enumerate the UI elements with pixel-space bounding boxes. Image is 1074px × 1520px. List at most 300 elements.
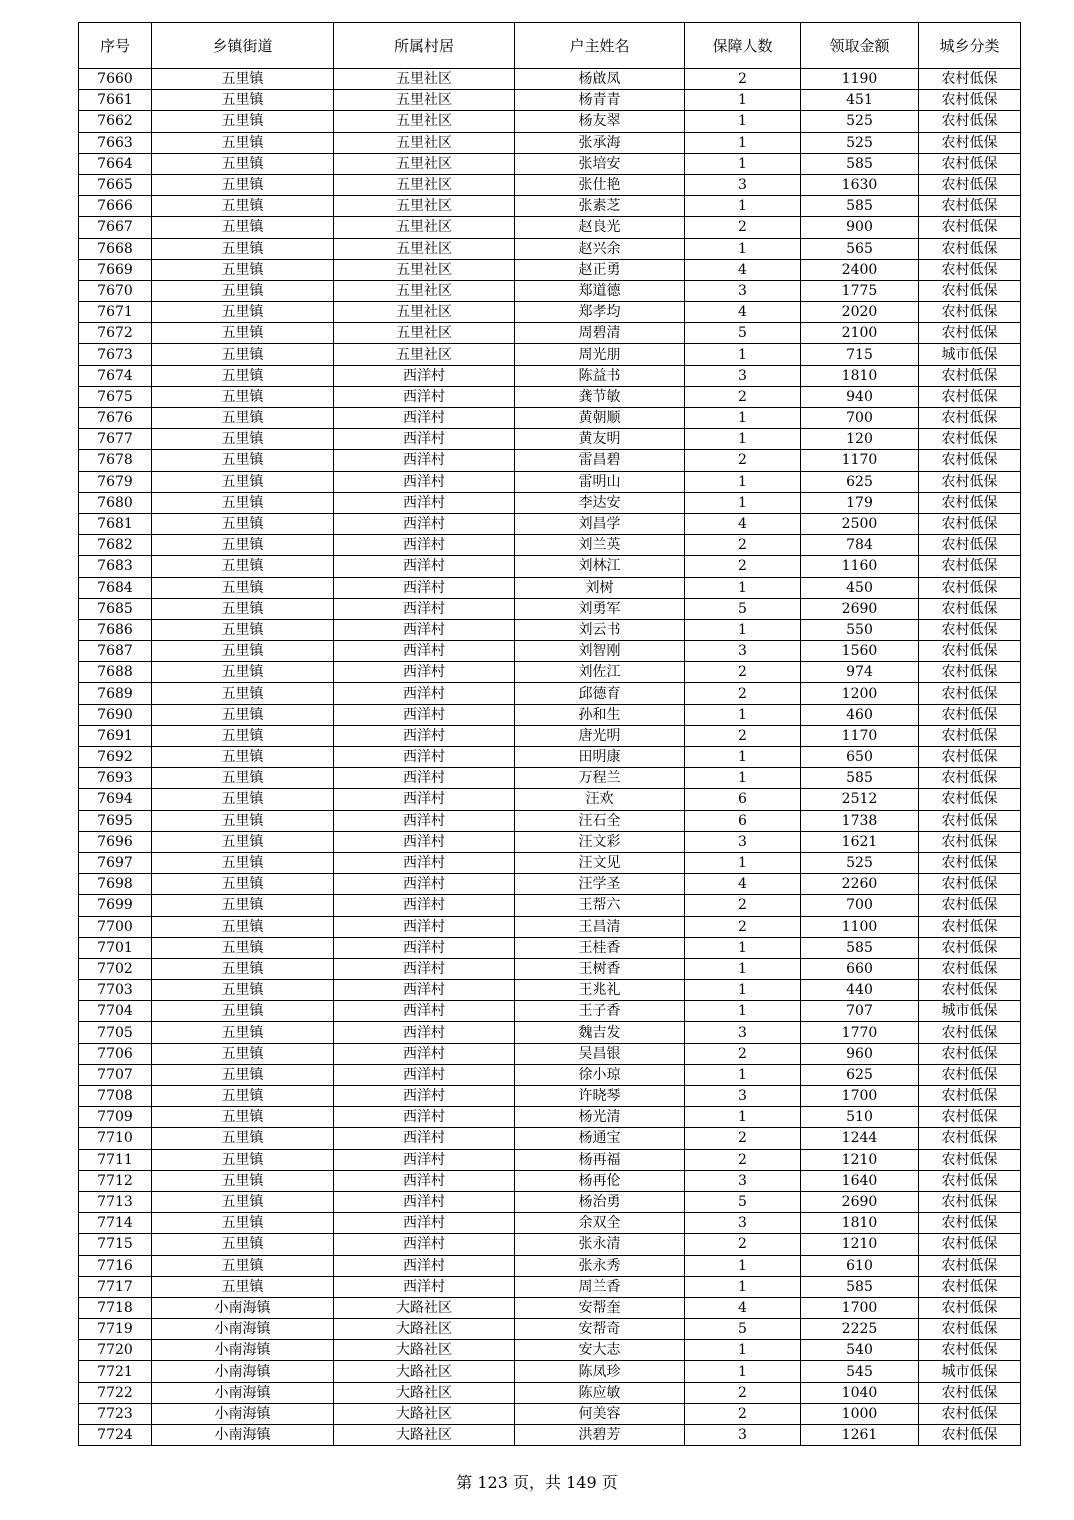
cell-serial: 7724 <box>79 1425 152 1446</box>
cell-category: 农村低保 <box>919 323 1021 344</box>
table-row <box>79 90 1021 111</box>
cell-householder: 杨友翠 <box>515 111 685 132</box>
header-amount: 领取金额 <box>801 23 919 69</box>
table-row <box>79 874 1021 895</box>
cell-serial: 7690 <box>79 704 152 725</box>
table-row <box>79 1382 1021 1403</box>
cell-householder: 刘智刚 <box>515 641 685 662</box>
cell-covered-persons: 2 <box>685 535 801 556</box>
cell-village: 西洋村 <box>334 831 515 852</box>
cell-township: 五里镇 <box>152 662 334 683</box>
cell-amount: 510 <box>801 1107 919 1128</box>
cell-township: 五里镇 <box>152 217 334 238</box>
cell-serial: 7684 <box>79 577 152 598</box>
cell-covered-persons: 2 <box>685 1149 801 1170</box>
cell-covered-persons: 2 <box>685 1382 801 1403</box>
table-row <box>79 302 1021 323</box>
cell-village: 西洋村 <box>334 1255 515 1276</box>
cell-covered-persons: 1 <box>685 111 801 132</box>
cell-village: 西洋村 <box>334 683 515 704</box>
cell-village: 西洋村 <box>334 1022 515 1043</box>
cell-amount: 545 <box>801 1361 919 1382</box>
cell-township: 五里镇 <box>152 556 334 577</box>
cell-householder: 安帮奇 <box>515 1319 685 1340</box>
cell-amount: 1200 <box>801 683 919 704</box>
cell-covered-persons: 1 <box>685 958 801 979</box>
cell-serial: 7704 <box>79 1001 152 1022</box>
cell-category: 城市低保 <box>919 1001 1021 1022</box>
cell-covered-persons: 1 <box>685 153 801 174</box>
cell-householder: 黄友明 <box>515 429 685 450</box>
header-householder: 户主姓名 <box>515 23 685 69</box>
cell-village: 五里社区 <box>334 111 515 132</box>
cell-amount: 660 <box>801 958 919 979</box>
table-row <box>79 408 1021 429</box>
cell-category: 农村低保 <box>919 874 1021 895</box>
cell-householder: 陈应敏 <box>515 1382 685 1403</box>
cell-covered-persons: 4 <box>685 1297 801 1318</box>
cell-serial: 7688 <box>79 662 152 683</box>
table-row <box>79 513 1021 534</box>
cell-serial: 7717 <box>79 1276 152 1297</box>
cell-township: 五里镇 <box>152 641 334 662</box>
cell-amount: 585 <box>801 937 919 958</box>
cell-covered-persons: 5 <box>685 1191 801 1212</box>
cell-serial: 7707 <box>79 1064 152 1085</box>
table-row <box>79 1086 1021 1107</box>
cell-village: 五里社区 <box>334 153 515 174</box>
cell-category: 农村低保 <box>919 429 1021 450</box>
cell-covered-persons: 1 <box>685 704 801 725</box>
cell-category: 农村低保 <box>919 217 1021 238</box>
cell-village: 西洋村 <box>334 492 515 513</box>
cell-covered-persons: 4 <box>685 302 801 323</box>
cell-serial: 7719 <box>79 1319 152 1340</box>
cell-serial: 7714 <box>79 1213 152 1234</box>
cell-householder: 王兆礼 <box>515 980 685 1001</box>
cell-village: 西洋村 <box>334 365 515 386</box>
cell-covered-persons: 1 <box>685 90 801 111</box>
cell-village: 西洋村 <box>334 747 515 768</box>
cell-category: 农村低保 <box>919 1170 1021 1191</box>
cell-householder: 邱德育 <box>515 683 685 704</box>
cell-category: 农村低保 <box>919 556 1021 577</box>
cell-householder: 张永清 <box>515 1234 685 1255</box>
cell-category: 农村低保 <box>919 1107 1021 1128</box>
cell-township: 五里镇 <box>152 302 334 323</box>
cell-covered-persons: 4 <box>685 874 801 895</box>
cell-householder: 杨再伦 <box>515 1170 685 1191</box>
cell-township: 小南海镇 <box>152 1403 334 1424</box>
cell-amount: 460 <box>801 704 919 725</box>
table-row <box>79 852 1021 873</box>
cell-township: 五里镇 <box>152 577 334 598</box>
cell-amount: 610 <box>801 1255 919 1276</box>
cell-category: 农村低保 <box>919 1191 1021 1212</box>
cell-serial: 7708 <box>79 1086 152 1107</box>
cell-householder: 汪欢 <box>515 789 685 810</box>
cell-village: 大路社区 <box>334 1382 515 1403</box>
cell-covered-persons: 6 <box>685 810 801 831</box>
cell-village: 西洋村 <box>334 641 515 662</box>
cell-township: 五里镇 <box>152 408 334 429</box>
cell-householder: 王树香 <box>515 958 685 979</box>
cell-category: 农村低保 <box>919 1276 1021 1297</box>
cell-township: 五里镇 <box>152 895 334 916</box>
cell-householder: 郑道德 <box>515 280 685 301</box>
table-row <box>79 1340 1021 1361</box>
cell-amount: 1210 <box>801 1234 919 1255</box>
cell-village: 西洋村 <box>334 895 515 916</box>
cell-householder: 田明康 <box>515 747 685 768</box>
cell-householder: 刘树 <box>515 577 685 598</box>
cell-township: 五里镇 <box>152 598 334 619</box>
cell-covered-persons: 3 <box>685 280 801 301</box>
cell-householder: 万程兰 <box>515 768 685 789</box>
cell-village: 西洋村 <box>334 408 515 429</box>
cell-township: 五里镇 <box>152 259 334 280</box>
cell-serial: 7703 <box>79 980 152 1001</box>
cell-covered-persons: 1 <box>685 577 801 598</box>
cell-category: 农村低保 <box>919 958 1021 979</box>
cell-category: 农村低保 <box>919 1319 1021 1340</box>
cell-amount: 707 <box>801 1001 919 1022</box>
cell-category: 农村低保 <box>919 1297 1021 1318</box>
cell-serial: 7706 <box>79 1043 152 1064</box>
cell-amount: 2500 <box>801 513 919 534</box>
table-row <box>79 1213 1021 1234</box>
cell-covered-persons: 3 <box>685 1022 801 1043</box>
header-township: 乡镇街道 <box>152 23 334 69</box>
cell-category: 农村低保 <box>919 408 1021 429</box>
cell-township: 五里镇 <box>152 386 334 407</box>
cell-category: 农村低保 <box>919 747 1021 768</box>
cell-category: 农村低保 <box>919 132 1021 153</box>
cell-village: 西洋村 <box>334 937 515 958</box>
cell-serial: 7686 <box>79 619 152 640</box>
cell-amount: 625 <box>801 1064 919 1085</box>
cell-amount: 2225 <box>801 1319 919 1340</box>
cell-covered-persons: 1 <box>685 1107 801 1128</box>
cell-category: 农村低保 <box>919 852 1021 873</box>
cell-householder: 张仕艳 <box>515 174 685 195</box>
cell-serial: 7711 <box>79 1149 152 1170</box>
table-row <box>79 344 1021 365</box>
cell-covered-persons: 2 <box>685 386 801 407</box>
cell-village: 西洋村 <box>334 810 515 831</box>
cell-covered-persons: 1 <box>685 1001 801 1022</box>
cell-serial: 7687 <box>79 641 152 662</box>
cell-township: 五里镇 <box>152 831 334 852</box>
cell-village: 西洋村 <box>334 789 515 810</box>
cell-village: 西洋村 <box>334 513 515 534</box>
cell-amount: 1630 <box>801 174 919 195</box>
cell-covered-persons: 2 <box>685 1403 801 1424</box>
cell-serial: 7681 <box>79 513 152 534</box>
cell-township: 小南海镇 <box>152 1382 334 1403</box>
cell-covered-persons: 4 <box>685 513 801 534</box>
cell-serial: 7676 <box>79 408 152 429</box>
cell-amount: 1210 <box>801 1149 919 1170</box>
cell-householder: 刘勇军 <box>515 598 685 619</box>
cell-serial: 7715 <box>79 1234 152 1255</box>
cell-serial: 7679 <box>79 471 152 492</box>
cell-serial: 7672 <box>79 323 152 344</box>
cell-amount: 1244 <box>801 1128 919 1149</box>
cell-category: 农村低保 <box>919 1149 1021 1170</box>
table-row <box>79 492 1021 513</box>
cell-category: 农村低保 <box>919 768 1021 789</box>
table-row <box>79 577 1021 598</box>
cell-village: 五里社区 <box>334 132 515 153</box>
table-row <box>79 450 1021 471</box>
table-row <box>79 1276 1021 1297</box>
cell-category: 农村低保 <box>919 1128 1021 1149</box>
cell-category: 农村低保 <box>919 683 1021 704</box>
cell-village: 五里社区 <box>334 69 515 90</box>
cell-category: 农村低保 <box>919 810 1021 831</box>
cell-serial: 7701 <box>79 937 152 958</box>
cell-serial: 7685 <box>79 598 152 619</box>
cell-township: 小南海镇 <box>152 1361 334 1382</box>
cell-amount: 2690 <box>801 598 919 619</box>
cell-amount: 1100 <box>801 916 919 937</box>
cell-amount: 451 <box>801 90 919 111</box>
cell-covered-persons: 3 <box>685 1213 801 1234</box>
cell-householder: 安帮奎 <box>515 1297 685 1318</box>
cell-village: 西洋村 <box>334 535 515 556</box>
cell-category: 农村低保 <box>919 69 1021 90</box>
cell-serial: 7673 <box>79 344 152 365</box>
cell-township: 五里镇 <box>152 789 334 810</box>
cell-householder: 汪文彩 <box>515 831 685 852</box>
cell-householder: 吴昌银 <box>515 1043 685 1064</box>
cell-category: 农村低保 <box>919 895 1021 916</box>
cell-township: 小南海镇 <box>152 1297 334 1318</box>
cell-serial: 7721 <box>79 1361 152 1382</box>
cell-category: 农村低保 <box>919 492 1021 513</box>
cell-township: 五里镇 <box>152 280 334 301</box>
cell-amount: 585 <box>801 1276 919 1297</box>
cell-township: 五里镇 <box>152 69 334 90</box>
cell-serial: 7662 <box>79 111 152 132</box>
cell-householder: 王桂香 <box>515 937 685 958</box>
page-footer: 第 123 页，共 149 页 <box>456 1473 618 1492</box>
cell-householder: 杨青青 <box>515 90 685 111</box>
cell-amount: 1700 <box>801 1297 919 1318</box>
cell-householder: 余双全 <box>515 1213 685 1234</box>
cell-village: 西洋村 <box>334 1276 515 1297</box>
cell-covered-persons: 3 <box>685 641 801 662</box>
cell-village: 大路社区 <box>334 1403 515 1424</box>
cell-village: 西洋村 <box>334 980 515 1001</box>
cell-covered-persons: 3 <box>685 1170 801 1191</box>
cell-category: 农村低保 <box>919 1213 1021 1234</box>
cell-serial: 7694 <box>79 789 152 810</box>
cell-amount: 1775 <box>801 280 919 301</box>
cell-amount: 940 <box>801 386 919 407</box>
cell-township: 五里镇 <box>152 1276 334 1297</box>
cell-amount: 974 <box>801 662 919 683</box>
cell-covered-persons: 1 <box>685 852 801 873</box>
table-row <box>79 280 1021 301</box>
cell-serial: 7678 <box>79 450 152 471</box>
cell-township: 五里镇 <box>152 1255 334 1276</box>
cell-covered-persons: 2 <box>685 556 801 577</box>
cell-amount: 784 <box>801 535 919 556</box>
cell-amount: 2100 <box>801 323 919 344</box>
table-row <box>79 238 1021 259</box>
table-row <box>79 980 1021 1001</box>
cell-covered-persons: 5 <box>685 1319 801 1340</box>
cell-category: 农村低保 <box>919 1425 1021 1446</box>
header-category: 城乡分类 <box>919 23 1021 69</box>
cell-category: 农村低保 <box>919 662 1021 683</box>
table-row <box>79 1297 1021 1318</box>
cell-township: 五里镇 <box>152 683 334 704</box>
cell-category: 农村低保 <box>919 619 1021 640</box>
cell-serial: 7716 <box>79 1255 152 1276</box>
cell-township: 五里镇 <box>152 1191 334 1212</box>
cell-township: 五里镇 <box>152 916 334 937</box>
table-row <box>79 1149 1021 1170</box>
table-row <box>79 641 1021 662</box>
cell-covered-persons: 1 <box>685 429 801 450</box>
cell-householder: 刘林江 <box>515 556 685 577</box>
cell-covered-persons: 1 <box>685 1255 801 1276</box>
cell-township: 五里镇 <box>152 810 334 831</box>
cell-township: 小南海镇 <box>152 1340 334 1361</box>
cell-township: 五里镇 <box>152 238 334 259</box>
cell-township: 五里镇 <box>152 365 334 386</box>
cell-category: 农村低保 <box>919 365 1021 386</box>
cell-township: 五里镇 <box>152 1128 334 1149</box>
cell-householder: 黄朝顺 <box>515 408 685 429</box>
table-row <box>79 598 1021 619</box>
cell-serial: 7722 <box>79 1382 152 1403</box>
cell-category: 农村低保 <box>919 641 1021 662</box>
cell-householder: 陈益书 <box>515 365 685 386</box>
cell-township: 五里镇 <box>152 132 334 153</box>
cell-covered-persons: 1 <box>685 1361 801 1382</box>
table-row <box>79 259 1021 280</box>
cell-householder: 唐光明 <box>515 725 685 746</box>
cell-householder: 郑孝均 <box>515 302 685 323</box>
cell-amount: 1040 <box>801 1382 919 1403</box>
cell-householder: 许晓琴 <box>515 1086 685 1107</box>
cell-amount: 550 <box>801 619 919 640</box>
cell-category: 农村低保 <box>919 280 1021 301</box>
cell-village: 西洋村 <box>334 852 515 873</box>
cell-serial: 7691 <box>79 725 152 746</box>
table-row <box>79 132 1021 153</box>
cell-serial: 7671 <box>79 302 152 323</box>
cell-serial: 7664 <box>79 153 152 174</box>
cell-serial: 7661 <box>79 90 152 111</box>
cell-serial: 7675 <box>79 386 152 407</box>
table-row <box>79 789 1021 810</box>
cell-village: 大路社区 <box>334 1340 515 1361</box>
cell-householder: 杨治勇 <box>515 1191 685 1212</box>
cell-township: 五里镇 <box>152 747 334 768</box>
table-row <box>79 69 1021 90</box>
cell-householder: 徐小琼 <box>515 1064 685 1085</box>
table-row <box>79 1191 1021 1212</box>
table-row <box>79 386 1021 407</box>
table-row <box>79 1043 1021 1064</box>
cell-category: 城市低保 <box>919 1361 1021 1382</box>
cell-serial: 7683 <box>79 556 152 577</box>
cell-village: 大路社区 <box>334 1361 515 1382</box>
cell-householder: 王帮六 <box>515 895 685 916</box>
cell-serial: 7697 <box>79 852 152 873</box>
cell-township: 五里镇 <box>152 1001 334 1022</box>
cell-amount: 715 <box>801 344 919 365</box>
cell-covered-persons: 2 <box>685 217 801 238</box>
cell-township: 五里镇 <box>152 1043 334 1064</box>
cell-village: 西洋村 <box>334 768 515 789</box>
cell-householder: 雷昌碧 <box>515 450 685 471</box>
cell-serial: 7723 <box>79 1403 152 1424</box>
table-row <box>79 662 1021 683</box>
cell-serial: 7665 <box>79 174 152 195</box>
cell-covered-persons: 1 <box>685 196 801 217</box>
cell-serial: 7663 <box>79 132 152 153</box>
cell-amount: 525 <box>801 111 919 132</box>
cell-township: 五里镇 <box>152 1170 334 1191</box>
cell-category: 农村低保 <box>919 831 1021 852</box>
table-row <box>79 831 1021 852</box>
cell-village: 西洋村 <box>334 1128 515 1149</box>
cell-category: 农村低保 <box>919 916 1021 937</box>
cell-serial: 7667 <box>79 217 152 238</box>
cell-township: 五里镇 <box>152 174 334 195</box>
cell-village: 西洋村 <box>334 916 515 937</box>
cell-covered-persons: 1 <box>685 980 801 1001</box>
cell-covered-persons: 3 <box>685 831 801 852</box>
cell-category: 农村低保 <box>919 937 1021 958</box>
cell-amount: 625 <box>801 471 919 492</box>
cell-amount: 179 <box>801 492 919 513</box>
cell-township: 五里镇 <box>152 513 334 534</box>
cell-village: 西洋村 <box>334 1107 515 1128</box>
cell-amount: 1000 <box>801 1403 919 1424</box>
cell-township: 五里镇 <box>152 196 334 217</box>
cell-village: 大路社区 <box>334 1297 515 1318</box>
cell-householder: 赵兴余 <box>515 238 685 259</box>
cell-householder: 张素芝 <box>515 196 685 217</box>
cell-township: 五里镇 <box>152 492 334 513</box>
cell-serial: 7674 <box>79 365 152 386</box>
cell-village: 大路社区 <box>334 1319 515 1340</box>
cell-village: 五里社区 <box>334 323 515 344</box>
cell-amount: 585 <box>801 196 919 217</box>
cell-covered-persons: 3 <box>685 174 801 195</box>
cell-amount: 525 <box>801 132 919 153</box>
cell-township: 五里镇 <box>152 619 334 640</box>
cell-householder: 赵良光 <box>515 217 685 238</box>
cell-township: 五里镇 <box>152 958 334 979</box>
table-row <box>79 429 1021 450</box>
cell-village: 西洋村 <box>334 1043 515 1064</box>
cell-serial: 7680 <box>79 492 152 513</box>
cell-amount: 700 <box>801 895 919 916</box>
table-row <box>79 1234 1021 1255</box>
cell-village: 西洋村 <box>334 874 515 895</box>
cell-amount: 1738 <box>801 810 919 831</box>
table-row <box>79 1064 1021 1085</box>
cell-township: 五里镇 <box>152 1086 334 1107</box>
